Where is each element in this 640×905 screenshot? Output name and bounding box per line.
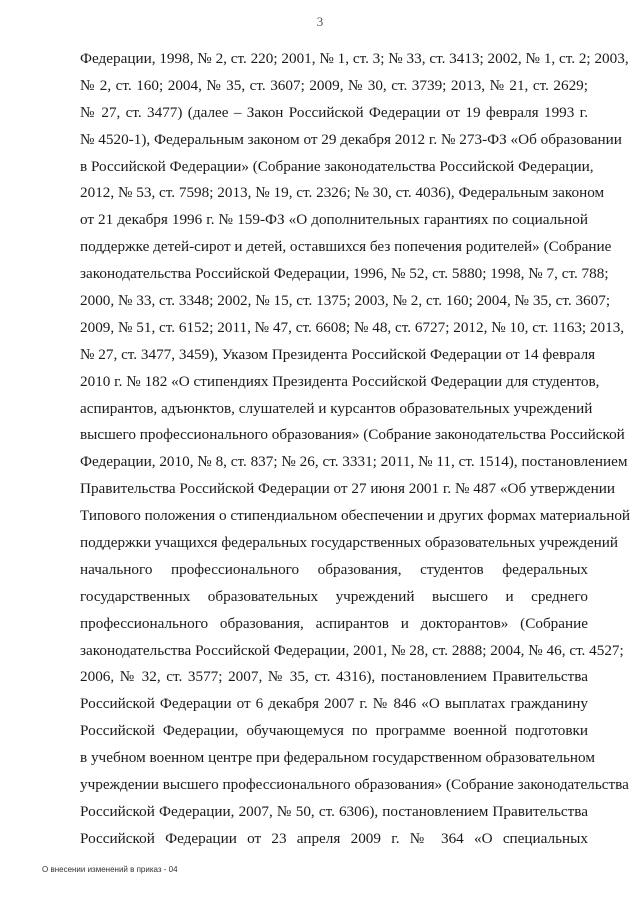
page-number: 3 [316,14,324,29]
text-line: аспирантов, адъюнктов, слушателей и курсантов образовательных учреждений [80,399,593,417]
text-line: учреждении высшего профессионального образования» (Собрание законодательства [80,776,629,794]
text-line: законодательства Российской Федерации, 1996, № 52, ст. 5880; 1998, № 7, ст. 788; [80,265,609,283]
text-line: 2006, № 32, ст. 3577; 2007, № 35, ст. 4316), постановлением Правительства [80,668,588,686]
footer-note: О внесении изменений в приказ - 04 [42,865,178,874]
text-line: начального профессионального образования, студентов федеральных [80,560,588,578]
text-line: поддержке детей-сирот и детей, оставшихся без попечения родителей» (Собрание [80,238,612,256]
text-line: № 4520-1), Федеральным законом от 29 декабря 2012 г. № 273-ФЗ «Об образовании [80,130,622,148]
text-line: № 27, ст. 3477) (далее – Закон Российской Федерации от 19 февраля 1993 г. [80,103,588,121]
text-line: 2012, № 53, ст. 7598; 2013, № 19, ст. 2326; № 30, ст. 4036), Федеральным законом [80,184,605,202]
text-line: профессионального образования, аспирантов и докторантов» (Собрание [80,614,588,632]
text-line: поддержки учащихся федеральных государственных образовательных учреждений [80,534,618,552]
text-line: Российской Федерации от 23 апреля 2009 г. № 364 «О специальных [80,829,588,847]
text-line: Российской Федерации, 2007, № 50, ст. 6306), постановлением Правительства [80,802,588,820]
text-line: Российской Федерации от 6 декабря 2007 г. № 846 «О выплатах гражданину [80,695,588,713]
text-line: законодательства Российской Федерации, 2001, № 28, ст. 2888; 2004, № 46, ст. 4527; [80,641,624,659]
text-line: 2009, № 51, ст. 6152; 2011, № 47, ст. 6608; № 48, ст. 6727; 2012, № 10, ст. 1163; 2013, [80,318,625,336]
text-line: Типового положения о стипендиальном обеспечении и других формах материальной [80,507,631,525]
text-line: Федерации, 2010, № 8, ст. 837; № 26, ст. 3331; 2011, № 11, ст. 1514), постановлением [80,453,628,471]
text-line: Федерации, 1998, № 2, ст. 220; 2001, № 1, ст. 3; № 33, ст. 3413; 2002, № 1, ст. 2; 2003, [80,50,629,67]
document-body [80,46,631,853]
text-line: 2000, № 33, ст. 3348; 2002, № 15, ст. 1375; 2003, № 2, ст. 160; 2004, № 35, ст. 3607; [80,292,611,310]
text-line: высшего профессионального образования» (Собрание законодательства Российской [80,426,625,444]
text-line: от 21 декабря 1996 г. № 159-ФЗ «О дополнительных гарантиях по социальной [80,211,588,229]
text-line: Правительства Российской Федерации от 27 июня 2001 г. № 487 «Об утверждении [80,480,615,498]
text-line: 2010 г. № 182 «О стипендиях Президента Российской Федерации для студентов, [80,372,600,390]
text-line: Российской Федерации, обучающемуся по программе военной подготовки [80,722,588,740]
text-line: № 27, ст. 3477, 3459), Указом Президента Российской Федерации от 14 февраля [80,345,596,363]
text-line: в учебном военном центре при федеральном государственном образовательном [80,749,595,767]
text-line: государственных образовательных учреждений высшего и среднего [80,587,588,605]
text-line: в Российской Федерации» (Собрание законодательства Российской Федерации, [80,157,594,175]
text-line: № 2, ст. 160; 2004, № 35, ст. 3607; 2009, № 30, ст. 3739; 2013, № 21, ст. 2629; [80,76,588,94]
